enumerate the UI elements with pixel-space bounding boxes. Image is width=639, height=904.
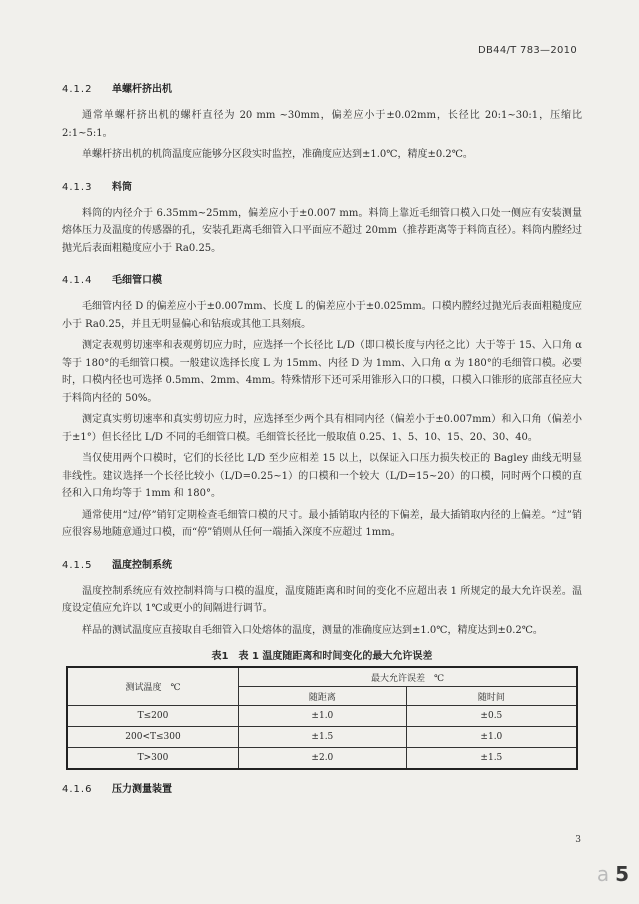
page-number: 3 <box>575 835 581 845</box>
document-code: DB44/T 783—2010 <box>478 45 577 56</box>
cell-distance: ±1.5 <box>239 727 407 748</box>
section-title: 温度控制系统 <box>112 559 172 571</box>
tolerance-table <box>66 666 578 770</box>
cell-time: ±1.5 <box>406 748 577 770</box>
cell-temp: T>300 <box>67 748 239 770</box>
paragraph: 单螺杆挤出机的机筒温度应能够分区段实时监控，准确度应达到±1.0℃，精度±0.2℃。 <box>82 149 473 160</box>
cell-distance: ±2.0 <box>239 748 407 770</box>
section-heading <box>62 780 582 795</box>
section-number: 4.1.4 <box>62 275 93 286</box>
section-title: 压力测量装置 <box>112 784 172 795</box>
table-caption: 表1 表 1 温度随距离和时间变化的最大允许误差 <box>211 651 433 662</box>
paragraph: 样品的测试温度应直接取自毛细管入口处熔体的温度，测量的准确度应达到±1.0℃，精度达到±0.2℃。 <box>82 624 543 636</box>
header-max-error: 最大允许误差 ℃ <box>239 667 578 687</box>
section-heading <box>62 271 582 286</box>
section-number: 4.1.6 <box>62 784 93 795</box>
paragraph: 测定表观剪切速率和表观剪切应力时，应选择一个长径比 L/D（即口模长度与内径之比）大于等于 15、入口角 α 等于 180°的毛细管口模。一般建议选择长度 L 为 15mm、内径 D 为 1mm、入口角 α 为 180°的毛细管口模。必要时，口模内径也可选择 0.5mm、2mm、4mm。特殊情形下还可采用锥形入口的口模，口模入口锥形的底部直径应大于料筒内径的 50%。 <box>62 340 582 404</box>
cell-time: ±0.5 <box>406 706 577 727</box>
section-heading <box>62 80 582 95</box>
section-number: 4.1.2 <box>62 84 93 95</box>
paragraph: 料筒的内径介于 6.35mm~25mm，偏差应小于±0.007 mm。料筒上靠近毛细管口模入口处一侧应有安装测量熔体压力及温度的传感器的孔，安装孔距离毛细管入口平面应不超过 20mm（推荐距离等于料筒直径）。料筒内膛经过抛光后表面粗糙度应小于 Ra0.25。 <box>62 207 582 254</box>
scan-corner-mark <box>597 862 629 886</box>
section-number: 4.1.5 <box>62 559 93 571</box>
document-body <box>62 80 582 807</box>
scan-mark-number: 5 <box>615 862 629 886</box>
table-row <box>67 706 577 727</box>
section-number: 4.1.3 <box>62 181 93 193</box>
section-heading <box>62 556 582 571</box>
paragraph: 通常使用“过/停”销钉定期检查毛细管口模的尺寸。最小插销取内径的下偏差，最大插销取内径的上偏差。“过”销应很容易地随意通过口模，而“停”销则从任何一端插入深度不应超过 1mm。 <box>62 509 582 538</box>
paragraph: 毛细管内径 D 的偏差应小于±0.007mm、长度 L 的偏差应小于±0.025mm。口模内膛经过抛光后表面粗糙度应小于 Ra0.25，并且无明显偏心和钻痕或其他工具刻痕。 <box>62 301 582 330</box>
cell-time: ±1.0 <box>406 727 577 748</box>
cell-distance: ±1.0 <box>239 706 407 727</box>
section-title: 料筒 <box>112 181 132 193</box>
scan-mark-faint: a <box>596 862 610 886</box>
table-row <box>67 748 577 770</box>
section-title: 单螺杆挤出机 <box>112 84 172 95</box>
paragraph: 温度控制系统应有效控制料筒与口模的温度，温度随距离和时间的变化不应超出表 1 所规定的最大允许误差。温度设定值应允许以 1℃或更小的间隔进行调节。 <box>62 585 582 614</box>
section-heading <box>62 178 582 193</box>
paragraph: 通常单螺杆挤出机的螺杆直径为 20 mm ~30mm，偏差应小于±0.02mm，长径比 20:1~30:1，压缩比 2:1~5:1。 <box>62 110 582 139</box>
table-row <box>67 727 577 748</box>
header-test-temperature: 测试温度 ℃ <box>67 667 239 706</box>
cell-temp: T≤200 <box>67 706 239 727</box>
section-title: 毛细管口模 <box>112 275 162 286</box>
header-by-time: 随时间 <box>406 687 577 706</box>
header-by-distance: 随距离 <box>239 687 407 706</box>
cell-temp: 200<T≤300 <box>67 727 239 748</box>
paragraph: 当仅使用两个口模时，它们的长径比 L/D 至少应相差 15 以上，以保证入口压力损失校正的 Bagley 曲线无明显非线性。建议选择一个长径比较小（L/D=0.25~1）的口模和一个较大（L/D=15~20）的口模，同时两个口模的直径和入口角均等于 1mm 和 180°。 <box>62 453 582 499</box>
paragraph: 测定真实剪切速率和真实剪切应力时，应选择至少两个具有相同内径（偏差小于±0.007mm）和入口角（偏差小于±1°）但长径比 L/D 不同的毛细管口模。毛细管长径比一般取值 0.25、1、5、10、15、20、30、40。 <box>62 414 582 443</box>
